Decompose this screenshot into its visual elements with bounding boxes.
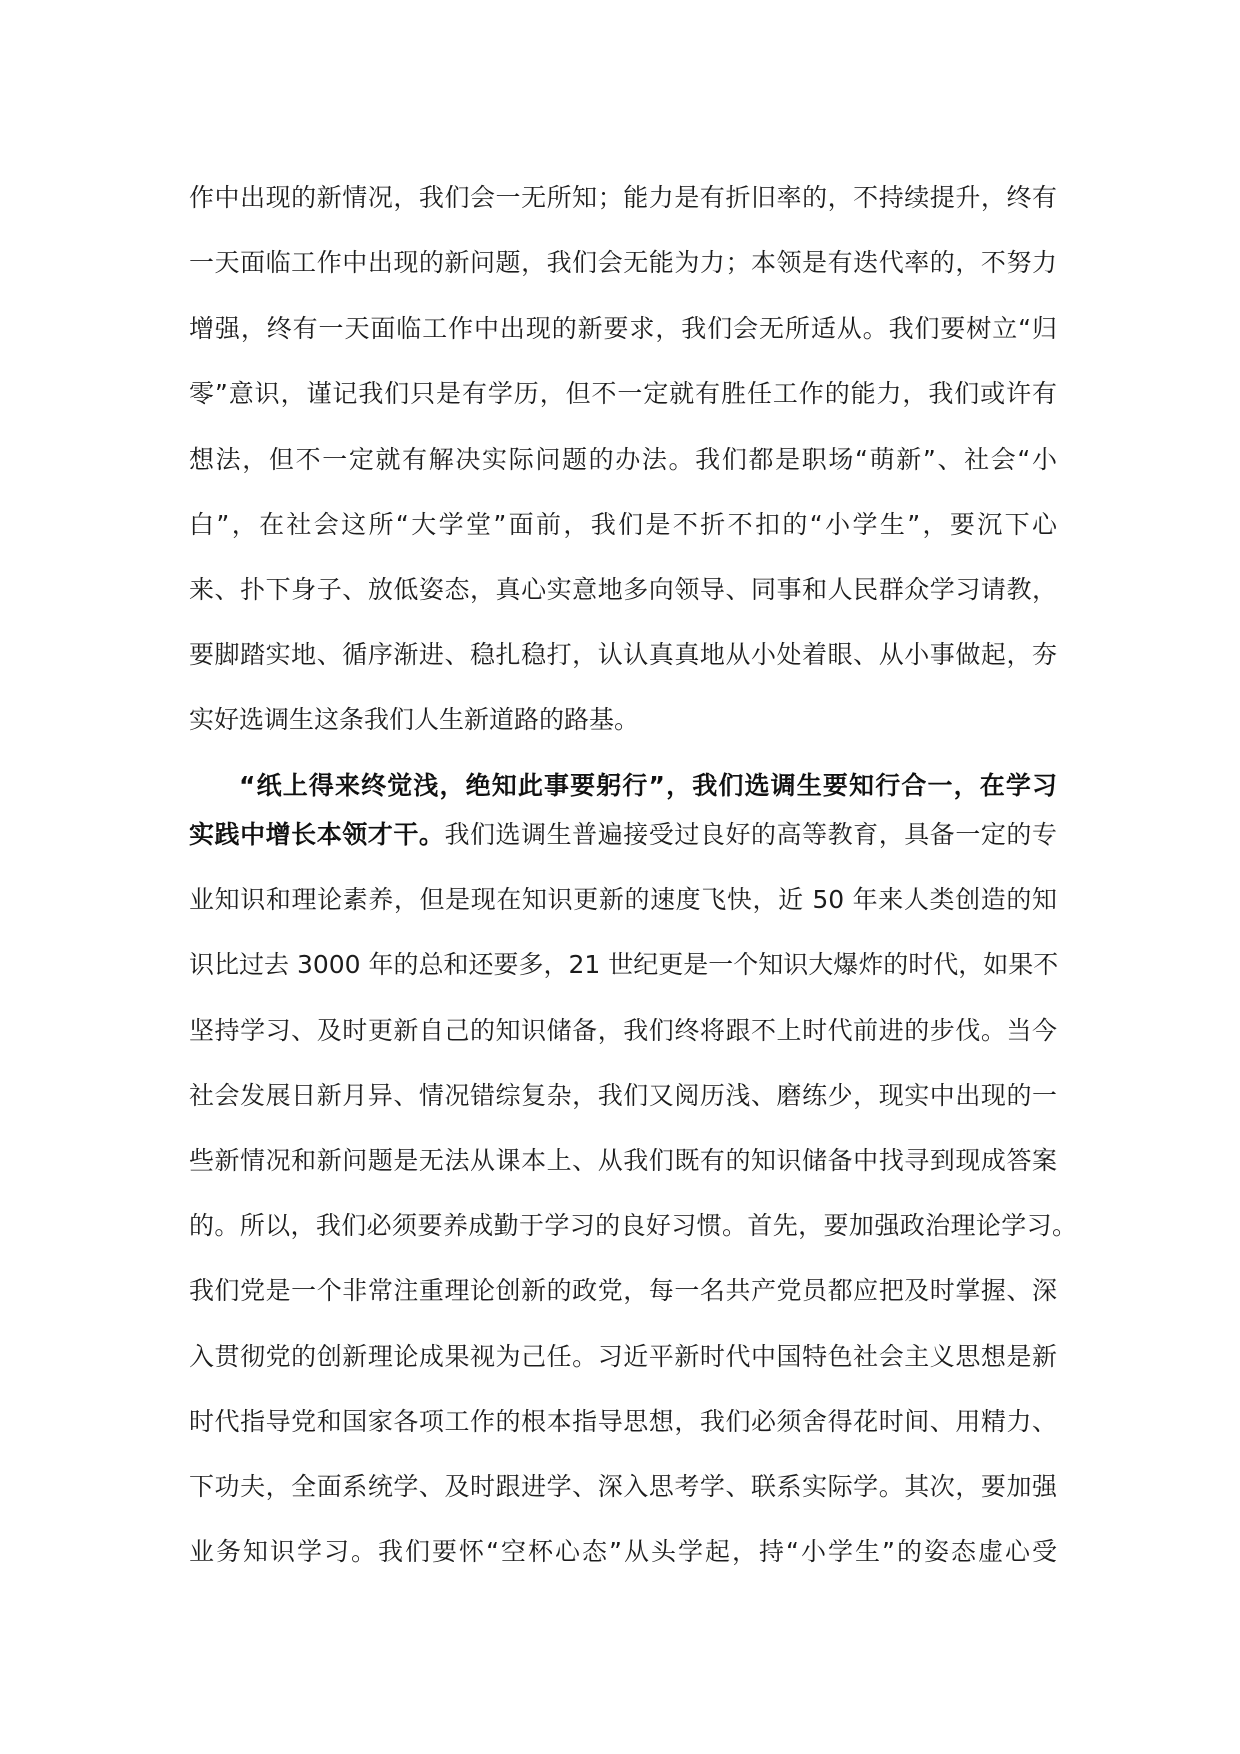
text-line: [189, 819, 1057, 851]
text-line: 时代指导党和国家各项工作的根本指导思想，我们必须舍得花时间、用精力、: [189, 1407, 1057, 1436]
text-line: 下功夫，全面系统学、及时跟进学、深入思考学、联系实际学。其次，要加强: [189, 1472, 1057, 1501]
text-line: 的。所以，我们必须要养成勤于学习的良好习惯。首先，要加强政治理论学习。: [189, 1211, 1077, 1240]
text-line: 作中出现的新情况，我们会一无所知；能力是有折旧率的，不持续提升，终有: [189, 183, 1057, 212]
text-line: 实好选调生这条我们人生新道路的路基。: [189, 705, 640, 734]
text-line: 想法，但不一定就有解决实际问题的办法。我们都是职场“萌新”、社会“小: [189, 445, 1057, 474]
text-line: 业知识和理论素养，但是现在知识更新的速度飞快，近 50 年来人类创造的知: [189, 885, 1057, 914]
text-line: 要脚踏实地、循序渐进、稳扎稳打，认认真真地从小处着眼、从小事做起，夯: [189, 640, 1057, 669]
text-line: 些新情况和新问题是无法从课本上、从我们既有的知识储备中找寻到现成答案: [189, 1146, 1057, 1175]
text-line: 来、扑下身子、放低姿态，真心实意地多向领导、同事和人民群众学习请教，: [189, 575, 1057, 604]
text-line: 业务知识学习。我们要怀“空杯心态”从头学起，持“小学生”的姿态虚心受: [189, 1537, 1057, 1566]
text-line: 坚持学习、及时更新自己的知识储备，我们终将跟不上时代前进的步伐。当今: [189, 1016, 1057, 1045]
text-line: 一天面临工作中出现的新问题，我们会无能为力；本领是有迭代率的，不努力: [189, 248, 1057, 277]
text-line: 我们党是一个非常注重理论创新的政党，每一名共产党员都应把及时掌握、深: [189, 1276, 1057, 1305]
text-line: 白”，在社会这所“大学堂”面前，我们是不折不扣的“小学生”，要沉下心: [189, 510, 1057, 539]
bold-heading-line: “纸上得来终觉浅，绝知此事要躬行”，我们选调生要知行合一，在学习: [239, 771, 1057, 800]
text-line: 社会发展日新月异、情况错综复杂，我们又阅历浅、磨练少，现实中出现的一: [189, 1081, 1057, 1110]
text-line: 增强，终有一天面临工作中出现的新要求，我们会无所适从。我们要树立“归: [189, 314, 1057, 343]
line-text: 我们选调生普遍接受过良好的高等教育，具备一定的专: [444, 820, 1057, 849]
text-line: 零”意识，谨记我们只是有学历，但不一定就有胜任工作的能力，我们或许有: [189, 379, 1057, 408]
text-line: 入贯彻党的创新理论成果视为己任。习近平新时代中国特色社会主义思想是新: [189, 1342, 1057, 1371]
text-line: 识比过去 3000 年的总和还要多，21 世纪更是一个知识大爆炸的时代，如果不: [189, 950, 1059, 979]
bold-heading-text: 实践中增长本领才干。: [189, 820, 445, 849]
